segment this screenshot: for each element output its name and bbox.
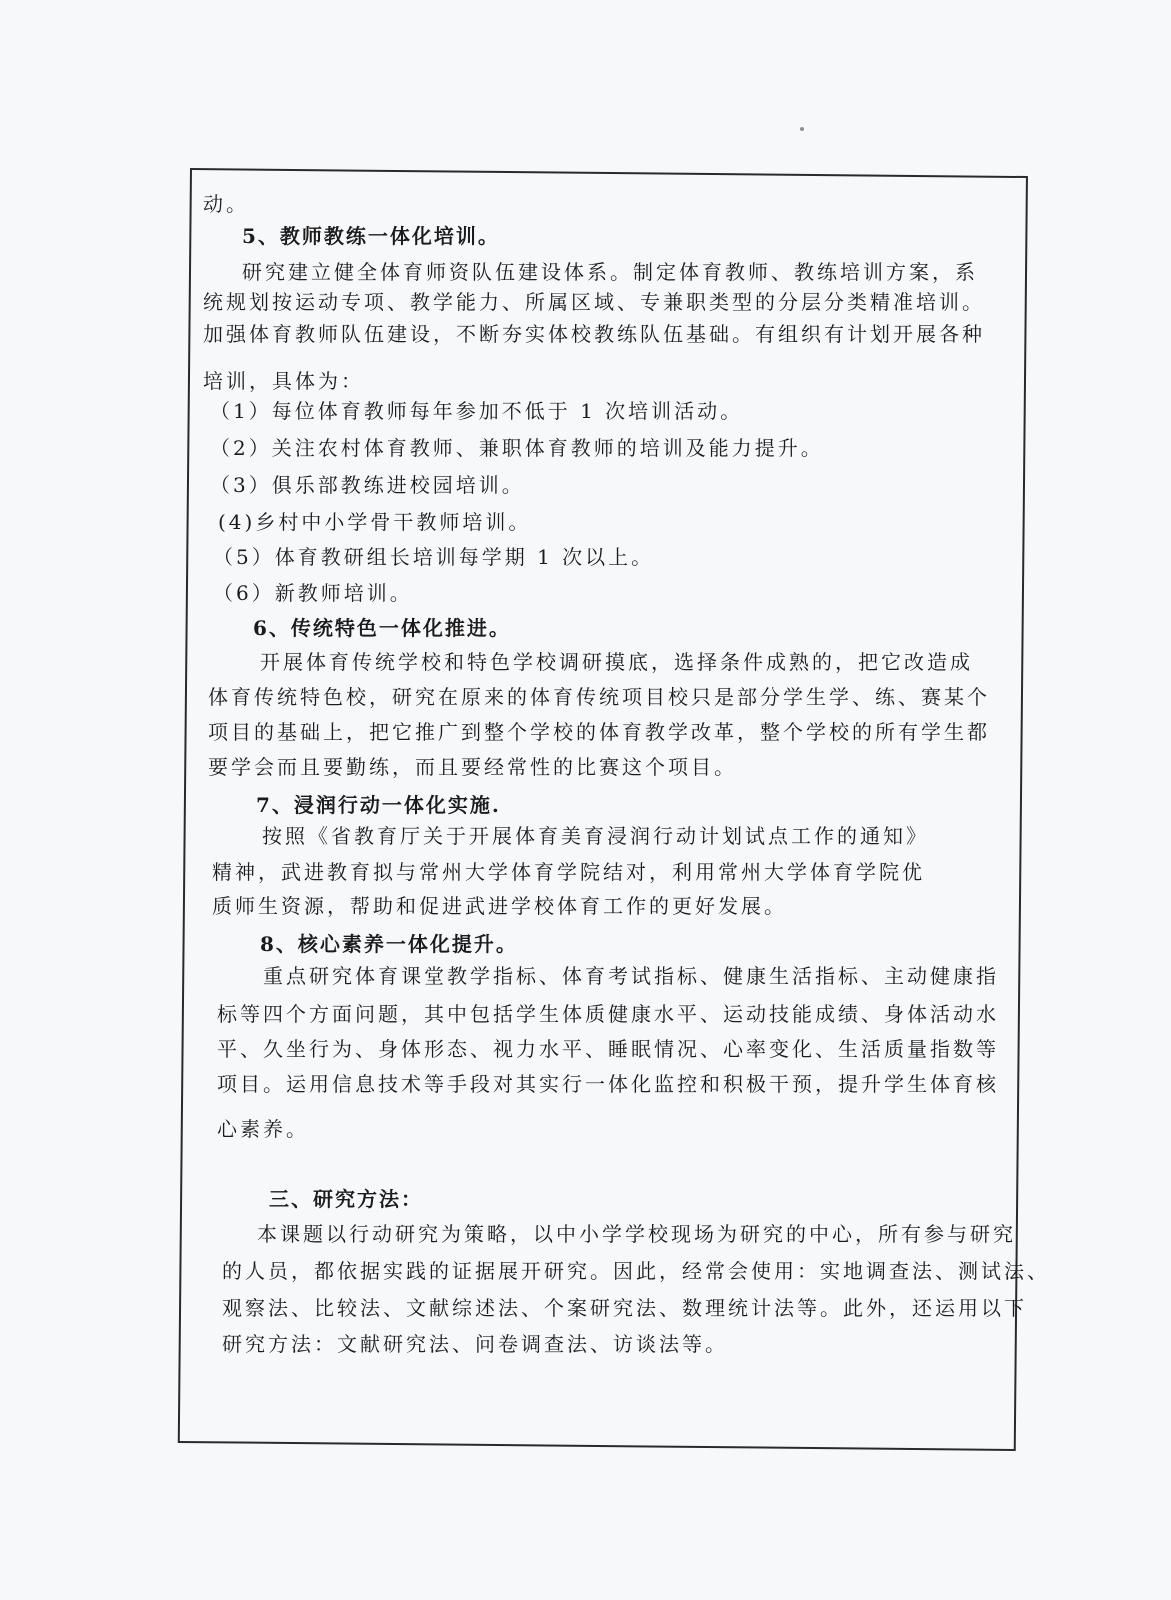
paragraph-line: 心素养。 [217,1117,309,1141]
paragraph-line: 统规划按运动专项、教学能力、所属区域、专兼职类型的分层分类精准培训。 [203,290,985,314]
paragraph-line: 本课题以行动研究为策略，以中小学学校现场为研究的中心，所有参与研究 [257,1222,1016,1246]
paragraph-line: 标等四个方面问题，其中包括学生体质健康水平、运动技能成绩、身体活动水 [217,1002,999,1026]
list-item: （1）每位体育教师每年参加不低于 1 次培训活动。 [210,399,744,423]
paragraph-line: 研究建立健全体育师资队伍建设体系。制定体育教师、教练培训方案，系 [242,260,978,284]
paragraph-line: 平、久坐行为、身体形态、视力水平、睡眠情况、心率变化、生活质量指数等 [217,1037,999,1061]
paragraph-line: 重点研究体育课堂教学指标、体育考试指标、健康生活指标、主动健康指 [263,964,999,988]
section-heading-8: 8、核心素养一体化提升。 [260,932,518,956]
paragraph-line: 项目。运用信息技术等手段对其实行一体化监控和积极干预，提升学生体育核 [217,1072,999,1096]
paragraph-line: 的人员，都依据实践的证据展开研究。因此，经常会使用：实地调查法、测试法、 [222,1259,1050,1283]
paragraph-line: 质师生资源，帮助和促进武进学校体育工作的更好发展。 [212,894,787,918]
section-heading-methods: 三、研究方法： [269,1187,423,1211]
section-heading-7: 7、浸润行动一体化实施. [256,793,501,817]
list-item: （3）俱乐部教练进校园培训。 [210,473,525,497]
section-heading-5: 5、教师教练一体化培训。 [242,224,500,248]
paragraph-line: 项目的基础上，把它推广到整个学校的体育教学改革，整个学校的所有学生都 [208,720,990,744]
list-item: （5）体育教研组长培训每学期 1 次以上。 [213,545,655,569]
paragraph-line: 动。 [203,192,249,216]
list-item: （2）关注农村体育教师、兼职体育教师的培训及能力提升。 [210,436,824,460]
paragraph-line: 研究方法：文献研究法、问卷调查法、访谈法等。 [222,1332,728,1356]
scan-speck [800,127,804,131]
list-item: （6）新教师培训。 [213,581,413,605]
section-heading-6: 6、传统特色一体化推进。 [253,616,511,640]
paragraph-line: 加强体育教师队伍建设，不断夯实体校教练队伍基础。有组织有计划开展各种 [203,322,985,346]
paragraph-line: 开展体育传统学校和特色学校调研摸底，选择条件成熟的，把它改造成 [260,650,973,674]
paragraph-line: 精神，武进教育拟与常州大学体育学院结对，利用常州大学体育学院优 [212,860,925,884]
paragraph-line: 培训，具体为： [203,369,364,393]
paragraph-line: 要学会而且要勤练，而且要经常性的比赛这个项目。 [208,755,737,779]
paragraph-line: 体育传统特色校，研究在原来的体育传统项目校只是部分学生学、练、赛某个 [208,685,990,709]
paragraph-line: 观察法、比较法、文献综述法、个案研究法、数理统计法等。此外，还运用以下 [222,1296,1027,1320]
list-item: (4)乡村中小学骨干教师培训。 [218,510,532,534]
paragraph-line: 按照《省教育厅关于开展体育美育浸润行动计划试点工作的通知》 [262,824,929,848]
